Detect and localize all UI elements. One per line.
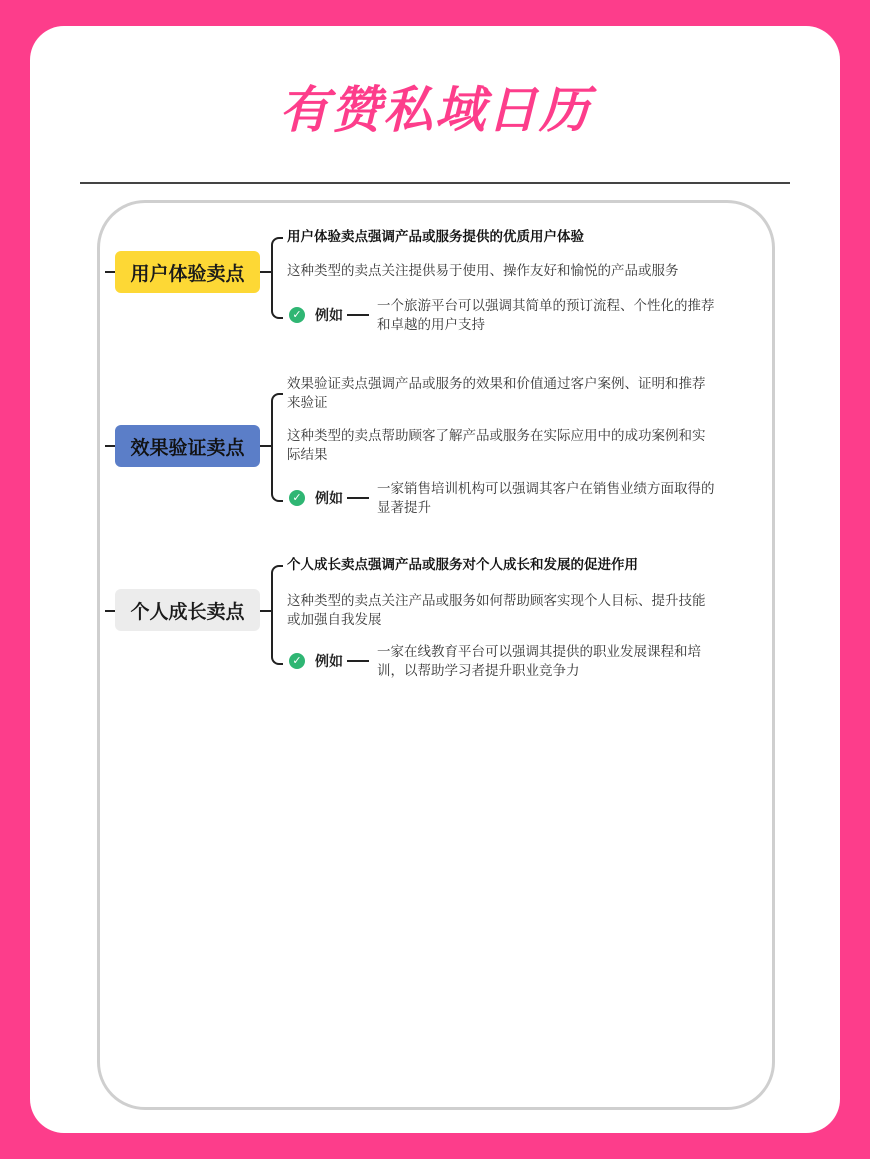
example-text: 一家在线教育平台可以强调其提供的职业发展课程和培训，以帮助学习者提升职业竞争力: [377, 644, 701, 679]
branch-bracket: [271, 237, 283, 319]
check-icon: ✓: [289, 653, 305, 669]
check-icon: ✓: [289, 490, 305, 506]
node-stub: [105, 610, 115, 612]
branch-bracket: [271, 565, 283, 665]
branch-bracket: [271, 393, 283, 502]
title-divider: [80, 182, 790, 184]
example-row: [289, 297, 729, 337]
branch-item: 这种类型的卖点帮助顾客了解产品或服务在实际应用中的成功案例和实际结果: [287, 428, 706, 463]
example-row: [289, 480, 729, 520]
example-label: 例如: [315, 308, 343, 324]
node-personal-growth: 个人成长卖点: [115, 589, 260, 631]
branch-item: 这种类型的卖点关注产品或服务如何帮助顾客实现个人目标、提升技能或加强自我发展: [287, 593, 706, 628]
page-title: 有赞私域日历: [279, 81, 591, 139]
example-row: [289, 643, 729, 683]
example-label: 例如: [315, 491, 343, 507]
node-user-experience: 用户体验卖点: [115, 251, 260, 293]
example-label: 例如: [315, 654, 343, 670]
node-stub: [105, 445, 115, 447]
branch-item: 个人成长卖点强调产品或服务对个人成长和发展的促进作用: [287, 557, 638, 573]
branch-item: 这种类型的卖点关注提供易于使用、操作友好和愉悦的产品或服务: [287, 263, 679, 279]
example-dash: [347, 497, 369, 499]
node-effect-verification: 效果验证卖点: [115, 425, 260, 467]
check-icon: ✓: [289, 307, 305, 323]
node-stub: [105, 271, 115, 273]
content-card: [30, 26, 840, 1133]
example-dash: [347, 314, 369, 316]
mindmap-frame: [97, 200, 775, 1110]
example-text: 一个旅游平台可以强调其简单的预订流程、个性化的推荐和卓越的用户支持: [377, 298, 715, 333]
branch-item: 用户体验卖点强调产品或服务提供的优质用户体验: [287, 229, 584, 245]
example-dash: [347, 660, 369, 662]
branch-item: 效果验证卖点强调产品或服务的效果和价值通过客户案例、证明和推荐来验证: [287, 376, 706, 411]
example-text: 一家销售培训机构可以强调其客户在销售业绩方面取得的显著提升: [377, 481, 715, 516]
